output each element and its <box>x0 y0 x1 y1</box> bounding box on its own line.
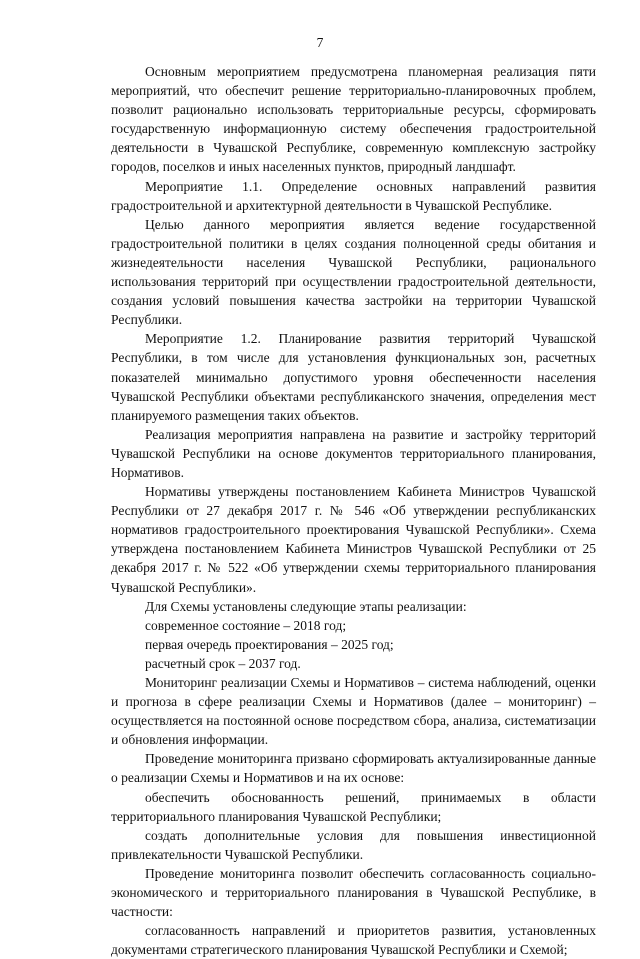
list-item-stage-final: расчетный срок – 2037 год. <box>145 655 301 671</box>
paragraph-monitoring-definition: Мониторинг реализации Схемы и Нормативов – система наблюдений, оценки и прогноза в сфере реализации Схемы и Нормативов (далее – мониторинг) – осуществляется на постоянной основе посредством сбора, анализа, систематизации и обновления информации. <box>111 675 596 748</box>
paragraph-activity-1-1: Мероприятие 1.1. Определение основных направлений развития градостроительной и архитектурной деятельности в Чувашской Республике. <box>111 178 596 213</box>
paragraph-activity-1-1-goal: Целью данного мероприятия является ведение государственной градостроительной политики в целях создания полноценной среды обитания и жизнедеятельности населения Чувашской Республики, рационального использования территорий при осуществлении градостроительной деятельности, создания условий повышения качества застройки на территории Чувашской Республики. <box>111 216 596 328</box>
paragraph-implementation: Реализация мероприятия направлена на развитие и застройку территорий Чувашской Республики на основе документов территориального планирования, Нормативов. <box>111 426 596 480</box>
list-item-monitoring-investment: создать дополнительные условия для повышения инвестиционной привлекательности Чувашской Республики. <box>111 827 596 862</box>
page-number: 7 <box>316 35 324 50</box>
list-item-monitoring-decisions: обеспечить обоснованность решений, принимаемых в области территориального планирования Чувашской Республики; <box>111 789 596 824</box>
paragraph-monitoring-coordination: Проведение мониторинга позволит обеспечить согласованность социально-экономического и территориального планирования в Чувашской Республике, в частности: <box>111 865 596 920</box>
paragraph-monitoring-purpose: Проведение мониторинга призвано сформировать актуализированные данные о реализации Схемы и Нормативов и на их основе: <box>111 751 596 786</box>
paragraph-normatives: Нормативы утверждены постановлением Кабинета Министров Чувашской Республики от 27 декабря 2017 г. № 546 «Об утверждении республиканских нормативов градостроительного проектирования Чувашской Республики». Схема утверждена постановлением Кабинета Министров Чувашской Республики от 25 декабря 2017 г. № 522 «Об утверждении схемы территориального планирования Чувашской Республики». <box>111 484 596 595</box>
paragraph-stages-intro: Для Схемы установлены следующие этапы реализации: <box>145 598 467 614</box>
list-item-stage-first: первая очередь проектирования – 2025 год; <box>145 636 394 652</box>
document-body <box>111 62 596 959</box>
list-item-coordination-priorities: согласованность направлений и приоритетов развития, установленных документами стратегического планирования Чувашской Республики и Схемой; <box>111 923 596 958</box>
list-item-stage-current: современное состояние – 2018 год; <box>145 617 347 633</box>
paragraph-activity-1-2: Мероприятие 1.2. Планирование развития территорий Чувашской Республики, в том числе для установления функциональных зон, расчетных показателей минимально допустимого уровня обеспеченности населения Чувашской Республики объектами республиканского значения, определения мест планируемого размещения таких объектов. <box>111 331 596 423</box>
paragraph-main-activity: Основным мероприятием предусмотрена планомерная реализация пяти мероприятий, что обеспечит решение территориально-планировочных проблем, позволит рационально использовать территориальные ресурсы, сформировать государственную информационную систему обеспечения градостроительной деятельности в Чувашской Республике, современную комплексную застройку городов, поселков и иных населенных пунктов, природный ландшафт. <box>111 64 596 175</box>
